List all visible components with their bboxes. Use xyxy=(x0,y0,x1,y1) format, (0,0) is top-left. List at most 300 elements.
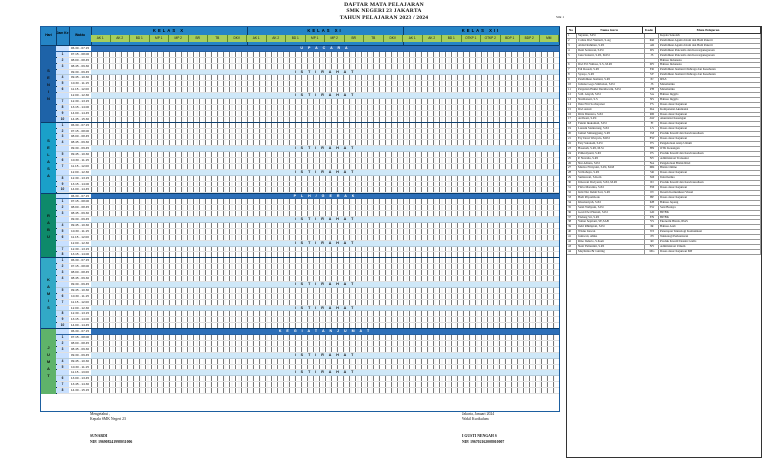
time-slot: 08.45 - 09.30 xyxy=(70,140,90,145)
jam-number xyxy=(56,146,69,151)
teacher-no: 28 xyxy=(567,171,577,175)
day-letter: B xyxy=(47,226,50,232)
teacher-subject: Seni Budaya xyxy=(659,206,761,210)
jam-number: 1 xyxy=(56,199,69,204)
teacher-table xyxy=(566,26,762,458)
teacher-name: Hasanah, S.Pd, M.Si xyxy=(577,147,645,151)
break-label: I S T I R A H A T xyxy=(294,217,356,222)
subject-cells xyxy=(91,229,559,234)
subject-cells xyxy=(91,205,559,210)
signature-left xyxy=(90,412,132,445)
teacher-subject: Pendidikan Agama Islam dan Budi Pekerti xyxy=(659,44,761,48)
teacher-subject: BP/BK xyxy=(659,216,761,220)
title-line-1: DAFTAR MATA PELAJARAN xyxy=(344,2,424,8)
teacher-code: FM xyxy=(645,186,659,190)
teacher-no: 22 xyxy=(567,142,577,146)
header-waktu-label: Waktu xyxy=(74,33,86,37)
teacher-subject: Pendidikan Jasmani Olahraga dan Kesehatan xyxy=(659,68,761,72)
subject-cells xyxy=(91,365,559,370)
jam-number: 5 xyxy=(56,365,69,370)
jam-number: 10 xyxy=(56,187,69,192)
class-label: TB xyxy=(208,35,228,42)
jam-number: 4 xyxy=(56,140,69,145)
teacher-subject: Pendidikan Pancasila dan Kewarganegaraan xyxy=(659,54,761,58)
teacher-subject: Kompetensi Akuntansi xyxy=(659,108,761,112)
teacher-subject: Administrasi Umum xyxy=(659,245,761,249)
subject-cells xyxy=(91,58,559,63)
time-slot: 11.15 - 13.00 xyxy=(70,370,89,375)
class-label: AK 2 xyxy=(111,35,131,42)
col-no: No xyxy=(567,27,576,33)
subject-cells xyxy=(91,81,559,86)
teacher-subject: OTK Keuangan xyxy=(659,147,761,151)
grade-name: KELAS XI xyxy=(307,28,343,33)
teacher-code: AW xyxy=(645,117,659,121)
class-label: DKV xyxy=(384,35,404,42)
break-label: I S T I R A H A T xyxy=(294,352,356,357)
subject-cells xyxy=(91,199,559,204)
teacher-name: Yohan Septiani, SE,SAB xyxy=(577,220,645,224)
teacher-code: NY xyxy=(645,245,659,249)
subject-cells xyxy=(91,258,559,263)
day-letter: L xyxy=(47,152,50,158)
subject-cells xyxy=(91,270,559,275)
teacher-name: Edi Rosadi, S.Pd xyxy=(577,68,645,72)
teacher-subject: Pengelolaan Bisnis Ritel xyxy=(659,162,761,166)
jam-number: 8 xyxy=(56,176,69,181)
grade-header xyxy=(247,27,404,45)
jam-number: 4 xyxy=(56,223,69,228)
time-slot: 08.00 - 08.45 xyxy=(70,270,90,275)
teacher-name: Suyanto, S.Pd xyxy=(577,34,645,38)
teacher-name: S.M. Aisyah, S.Pd xyxy=(577,93,645,97)
jam-number: 5 xyxy=(56,229,69,234)
time-slot: 06.30 - 07.15 xyxy=(70,46,90,50)
subject-cells xyxy=(91,311,559,316)
day-rows xyxy=(56,194,559,259)
time-slot: 09.45 - 10.30 xyxy=(70,358,90,363)
teacher-no: 7 xyxy=(567,68,577,72)
subject-cells xyxy=(91,288,559,293)
jam-number: 8 xyxy=(56,311,69,316)
teacher-subject: Dasar-dasar Kejuruan xyxy=(659,196,761,200)
teacher-code: SA xyxy=(645,93,659,97)
break-label: I S T I R A H A T xyxy=(294,305,356,310)
teacher-code: JM xyxy=(645,132,659,136)
teacher-name: Irmawati Dwiyanti, S.Pd, M.Pd xyxy=(577,181,645,185)
subject-cells xyxy=(91,235,559,240)
time-slot: 09.30 - 09.45 xyxy=(70,217,90,222)
teacher-no: 2 xyxy=(567,39,577,43)
teacher-subject: Bahasa Inggris xyxy=(659,98,761,102)
teacher-subject: Dasar-dasar Kejuruan xyxy=(659,113,761,117)
jam-number: 3 xyxy=(56,64,69,69)
signature-left-line2: Kepala SMK Negeri 23 xyxy=(90,417,126,422)
jam-number: 5 xyxy=(56,288,69,293)
jam-number: 1 xyxy=(56,52,69,57)
jam-number: 1 xyxy=(56,335,69,340)
class-label: BD 1 xyxy=(130,35,150,42)
time-slot: 12.00 - 12.30 xyxy=(70,93,90,98)
class-label: TB xyxy=(364,35,384,42)
teacher-name: Budi Pripambodo xyxy=(577,196,645,200)
jam-number xyxy=(56,70,69,75)
day-block xyxy=(41,328,559,394)
teacher-no: 20 xyxy=(567,132,577,136)
jam-number: 6 xyxy=(56,235,69,240)
grade-name: KELAS X xyxy=(152,28,186,33)
break-label: I S T I R A H A T xyxy=(294,370,356,375)
teacher-subject: Dasar-dasar Kejuruan MP xyxy=(659,250,761,254)
jam-number xyxy=(56,46,69,51)
subject-cells xyxy=(91,247,559,252)
teacher-code: AR xyxy=(645,44,659,48)
subject-cells xyxy=(91,211,559,216)
class-label: MP 1 xyxy=(150,35,170,42)
time-slot: 11.15 - 12.00 xyxy=(70,87,89,92)
class-label: BDP 2 xyxy=(520,35,540,42)
grade-name: KELAS XII xyxy=(461,28,501,33)
teacher-name: Pendidikan Jasmani, S.Pd xyxy=(577,78,645,82)
teacher-no: 9 xyxy=(567,78,577,82)
signature-right-nip: NIP. 196702162008010007 xyxy=(462,439,505,444)
signature-right-line2: Wakil Kurikulum xyxy=(462,417,489,422)
jam-number: 5 xyxy=(56,81,69,86)
teacher-code: WI xyxy=(645,230,659,234)
day-letter: U xyxy=(47,352,50,358)
time-slot: 09.30 - 09.45 xyxy=(70,352,90,357)
class-row xyxy=(91,35,247,42)
time-slot: 09.45 - 10.30 xyxy=(70,222,90,227)
teacher-subject: Administrasi Transaksi xyxy=(659,157,761,161)
day-block xyxy=(41,45,559,123)
day-letter: A xyxy=(47,219,50,225)
teacher-name: Fakrin Ikakamoh, S.Pd xyxy=(577,122,645,126)
teacher-subject: Bahasa Arab xyxy=(659,225,761,229)
teacher-no: 41 xyxy=(567,235,577,239)
teacher-subject: Bahasa Indonesia xyxy=(659,63,761,67)
day-letter: M xyxy=(46,359,51,365)
time-slot: 08.00 - 08.45 xyxy=(70,57,90,62)
jam-number xyxy=(56,370,69,375)
break-label: P L H / G E R A K xyxy=(293,193,357,198)
teacher-name: Ery Dewi Wuryola, M.Pd xyxy=(577,137,645,141)
teacher-name: Syarqo, S.Pd xyxy=(577,73,645,77)
signature-right-line1: Jakarta, Januari 2024 xyxy=(462,412,495,416)
day-letter: A xyxy=(47,159,50,165)
teacher-name: Gesti Dwi Hastuti, S.Pd xyxy=(577,211,645,215)
class-label: AK 1 xyxy=(403,35,423,42)
break-label: I S T I R A H A T xyxy=(294,93,356,98)
teacher-no: 26 xyxy=(567,162,577,166)
teacher-code xyxy=(645,34,659,38)
break-label: I S T I R A H A T xyxy=(294,169,356,174)
teacher-no: 35 xyxy=(567,206,577,210)
teacher-no: 15 xyxy=(567,108,577,112)
subject-cells xyxy=(91,335,559,340)
subject-cells xyxy=(91,123,559,128)
teacher-code: IR xyxy=(645,225,659,229)
teacher-name: Juliana Gogo Simbolon, S.Pd xyxy=(577,83,645,87)
time-slot: 13.45 - 14.30 xyxy=(70,382,90,387)
teacher-name: Rino Indarto, S.Kom xyxy=(577,240,645,244)
day-letter: S xyxy=(47,67,50,73)
teacher-subject: Matematika xyxy=(659,88,761,92)
jam-number xyxy=(56,93,69,98)
document-title xyxy=(0,2,768,21)
time-slot: 07.15 - 08.00 xyxy=(70,128,90,133)
day-letter: T xyxy=(47,373,50,379)
time-slot: 08.00 - 08.45 xyxy=(70,134,90,139)
schedule-table xyxy=(40,26,560,412)
time-slot: 09.45 - 10.30 xyxy=(70,75,90,80)
subject-cells xyxy=(91,359,559,364)
class-label: AK 2 xyxy=(267,35,287,42)
teacher-no: 4 xyxy=(567,49,577,53)
time-slot: 09.45 - 10.30 xyxy=(70,287,90,292)
subject-cells xyxy=(91,341,559,346)
jam-number: 6 xyxy=(56,158,69,163)
teacher-no: 30 xyxy=(567,181,577,185)
time-slot: 06.30 - 07.15 xyxy=(70,193,90,198)
teacher-no: 31 xyxy=(567,186,577,190)
time-slot: 12.00 - 12.30 xyxy=(70,240,90,245)
schedule-row xyxy=(56,388,559,394)
time-slot: 10.30 - 11.15 xyxy=(70,81,89,86)
teacher-code: PJ xyxy=(645,78,659,82)
time-slot: 09.45 - 10.30 xyxy=(70,152,90,157)
teacher-subject: Matematika xyxy=(659,83,761,87)
class-row xyxy=(247,35,403,42)
day-letter: U xyxy=(47,233,50,239)
teacher-subject: Pendidikan Pancasila dan Kewarganegaraan xyxy=(659,49,761,53)
time-slot: 07.15 - 08.00 xyxy=(70,51,90,56)
time-slot: 11.15 - 12.00 xyxy=(70,234,89,239)
time-slot: 11.15 - 12.00 xyxy=(70,299,89,304)
teacher-no: 23 xyxy=(567,147,577,151)
day-letter: A xyxy=(47,284,50,290)
day-letter: S xyxy=(47,166,50,172)
jam-number xyxy=(56,282,69,287)
teacher-name: Riris Diantara, S.Pd xyxy=(577,113,645,117)
subject-cells xyxy=(91,105,559,110)
time-slot: 06.30 - 07.15 xyxy=(70,329,90,334)
teacher-name: Dwi Evi Yulissa, S.S, M.Pd xyxy=(577,63,645,67)
jam-number: 9 xyxy=(56,111,69,116)
jam-number: 6 xyxy=(56,87,69,92)
teacher-name: Colina Dwi Yuniarti, S.Ag xyxy=(577,39,645,43)
jam-number: 5 xyxy=(56,152,69,157)
time-slot: 08.45 - 09.30 xyxy=(70,346,90,351)
class-row xyxy=(403,35,559,42)
jam-number: 4 xyxy=(56,75,69,80)
teacher-code: EW xyxy=(645,137,659,141)
time-slot: 08.45 - 09.30 xyxy=(70,211,90,216)
teacher-no: 14 xyxy=(567,103,577,107)
class-label: MP 1 xyxy=(306,35,326,42)
time-slot: 12.00 - 12.30 xyxy=(70,169,90,174)
teacher-subject: Dasar-dasar Kejuruan xyxy=(659,137,761,141)
teacher-name: Nurdiatsari, S.S xyxy=(577,98,645,102)
day-block xyxy=(41,257,559,329)
teacher-name: Prihestiyanti, S.Pd xyxy=(577,152,645,156)
jam-number: 1 xyxy=(56,258,69,263)
time-slot: 12.30 - 13.15 xyxy=(70,246,90,251)
jam-number xyxy=(56,329,69,334)
time-slot: 12.30 - 13.15 xyxy=(70,311,90,316)
day-letter: S xyxy=(47,305,50,311)
class-label: MP 2 xyxy=(169,35,189,42)
teacher-name: Panjaitan Hakki Darahwarni, S.Pd xyxy=(577,88,645,92)
time-slot: 07.15 - 08.00 xyxy=(70,335,90,340)
teacher-no: 16 xyxy=(567,113,577,117)
jam-number: 7 xyxy=(56,164,69,169)
time-slot: 12.00 - 12.30 xyxy=(70,305,90,310)
teacher-no: 44 xyxy=(567,250,577,254)
teacher-subject: Pendidikan Agama Islam dan Budi Pekerti xyxy=(659,39,761,43)
day-rows xyxy=(56,258,559,329)
subject-cells xyxy=(91,134,559,139)
teacher-name: Mariza Fitriyanti, S.Pd, M.M xyxy=(577,166,645,170)
teacher-subject: Bahasa Jepang xyxy=(659,201,761,205)
time-slot: 13.00 - 13.45 xyxy=(70,376,90,381)
time-slot: 13.15 - 14.00 xyxy=(70,104,90,109)
day-letter: K xyxy=(47,277,50,283)
jam-number xyxy=(56,194,69,199)
time-slot: 08.00 - 08.45 xyxy=(70,205,90,210)
jam-number xyxy=(56,353,69,358)
teacher-subject: Bahasa Inggris xyxy=(659,93,761,97)
subject-cells xyxy=(91,164,559,169)
jam-number: 7 xyxy=(56,300,69,305)
jam-number: 4 xyxy=(56,276,69,281)
break-label: U P A C A R A xyxy=(300,46,350,50)
teacher-no: 13 xyxy=(567,98,577,102)
teacher-name: Fitria Marsinta, S.Pd xyxy=(577,186,645,190)
teacher-code: ID xyxy=(645,181,659,185)
teacher-row xyxy=(567,250,761,255)
header-hari-label: Hari xyxy=(45,33,52,37)
teacher-subject: Bisnis Online xyxy=(659,166,761,170)
time-slot: 10.30 - 11.15 xyxy=(70,364,89,369)
teacher-no: 32 xyxy=(567,191,577,195)
jam-number: 9 xyxy=(56,182,69,187)
subject-cells xyxy=(91,111,559,116)
class-label: MP 2 xyxy=(325,35,345,42)
teacher-no: 5 xyxy=(567,54,577,58)
day-block xyxy=(41,193,559,259)
teacher-code: PH xyxy=(645,88,659,92)
time-slot: 14.30 - 15.15 xyxy=(70,388,90,393)
jam-number: 2 xyxy=(56,264,69,269)
teacher-code: RD xyxy=(645,113,659,117)
teacher-subject: BP/BK xyxy=(659,211,761,215)
teacher-no: 1 xyxy=(567,34,577,38)
teacher-name: Nur Adiana, S.Pd xyxy=(577,162,645,166)
subject-cells xyxy=(91,52,559,57)
day-letter: I xyxy=(47,88,50,94)
teacher-name: Santi Wahyuni, S.Pd xyxy=(577,206,645,210)
teacher-name: Meylinnia Br Ginting xyxy=(577,250,645,254)
jam-number xyxy=(56,306,69,311)
header-waktu xyxy=(69,27,92,45)
subject-cells xyxy=(91,223,559,228)
teacher-code: BP xyxy=(645,196,659,200)
day-letter: J xyxy=(47,345,50,351)
jam-number: 7 xyxy=(56,382,69,387)
jam-number: 6 xyxy=(56,294,69,299)
teacher-subject: Pengelolaan Arsip Umum xyxy=(659,142,761,146)
teacher-no: 39 xyxy=(567,225,577,229)
break-label: I S T I R A H A T xyxy=(294,281,356,286)
jam-number: 6 xyxy=(56,376,69,381)
jam-number: 7 xyxy=(56,99,69,104)
teacher-no: 43 xyxy=(567,245,577,249)
time-slot: 09.30 - 09.45 xyxy=(70,281,90,286)
teacher-no: 19 xyxy=(567,127,577,131)
class-label: BD 1 xyxy=(442,35,462,42)
day-name xyxy=(41,194,57,259)
teacher-code: FI xyxy=(645,122,659,126)
teacher-code: SW xyxy=(645,206,659,210)
grade-header xyxy=(403,27,560,45)
subject-cells xyxy=(91,75,559,80)
teacher-code: SM xyxy=(645,176,659,180)
teacher-name: Jamari Simanggung, S.Pd xyxy=(577,132,645,136)
grade-header xyxy=(91,27,248,45)
teacher-code: EN xyxy=(645,216,659,220)
subject-cells xyxy=(91,300,559,305)
teacher-code: RI xyxy=(645,240,659,244)
teacher-no: 36 xyxy=(567,211,577,215)
subject-cells xyxy=(91,276,559,281)
signature-right-name: I GUSTI NENGAH S xyxy=(462,434,497,439)
class-label: AK 1 xyxy=(91,35,111,42)
teacher-name: Khomariyah, S.Pd xyxy=(577,201,645,205)
signature-left-nip: NIP. 196908241998031006 xyxy=(90,439,133,444)
class-label: BD 1 xyxy=(286,35,306,42)
teacher-code: NS xyxy=(645,98,659,102)
time-slot: 13.15 - 14.00 xyxy=(70,181,90,186)
teacher-name: Esty Sutanadi, S.Pd xyxy=(577,142,645,146)
teacher-no: 25 xyxy=(567,157,577,161)
teacher-no: 8 xyxy=(567,73,577,77)
teacher-code: DS xyxy=(645,49,659,53)
teacher-name: Janu Sulastri, S.Pd, M.Pd xyxy=(577,54,645,58)
teacher-subject: Dasar-dasar Kejuruan xyxy=(659,103,761,107)
jam-number: 3 xyxy=(56,134,69,139)
teacher-code: ES xyxy=(645,142,659,146)
title-line-3: TAHUN PELAJARAN 2023 / 2024 xyxy=(339,14,429,21)
teacher-no: 29 xyxy=(567,176,577,180)
teacher-code: SR xyxy=(645,171,659,175)
day-rows xyxy=(56,123,559,194)
subject-cells xyxy=(91,182,559,187)
jam-number: 2 xyxy=(56,129,69,134)
teacher-code: JS xyxy=(645,54,659,58)
teacher-name: Dwi Astuti xyxy=(577,108,645,112)
time-slot: 12.30 - 13.15 xyxy=(70,175,90,180)
teacher-code: KH xyxy=(645,201,659,205)
teacher-no: 12 xyxy=(567,93,577,97)
subject-cells xyxy=(91,388,559,393)
teacher-subject: Pendidikan Jasmani Olahraga dan Kesehatan xyxy=(659,73,761,77)
teacher-subject: Ekonomi Bisnis, IPAS xyxy=(659,220,761,224)
subject-cells xyxy=(91,152,559,157)
day-letter: A xyxy=(47,366,50,372)
time-slot: 14.00 - 14.45 xyxy=(70,110,90,115)
jam-number: 3 xyxy=(56,270,69,275)
